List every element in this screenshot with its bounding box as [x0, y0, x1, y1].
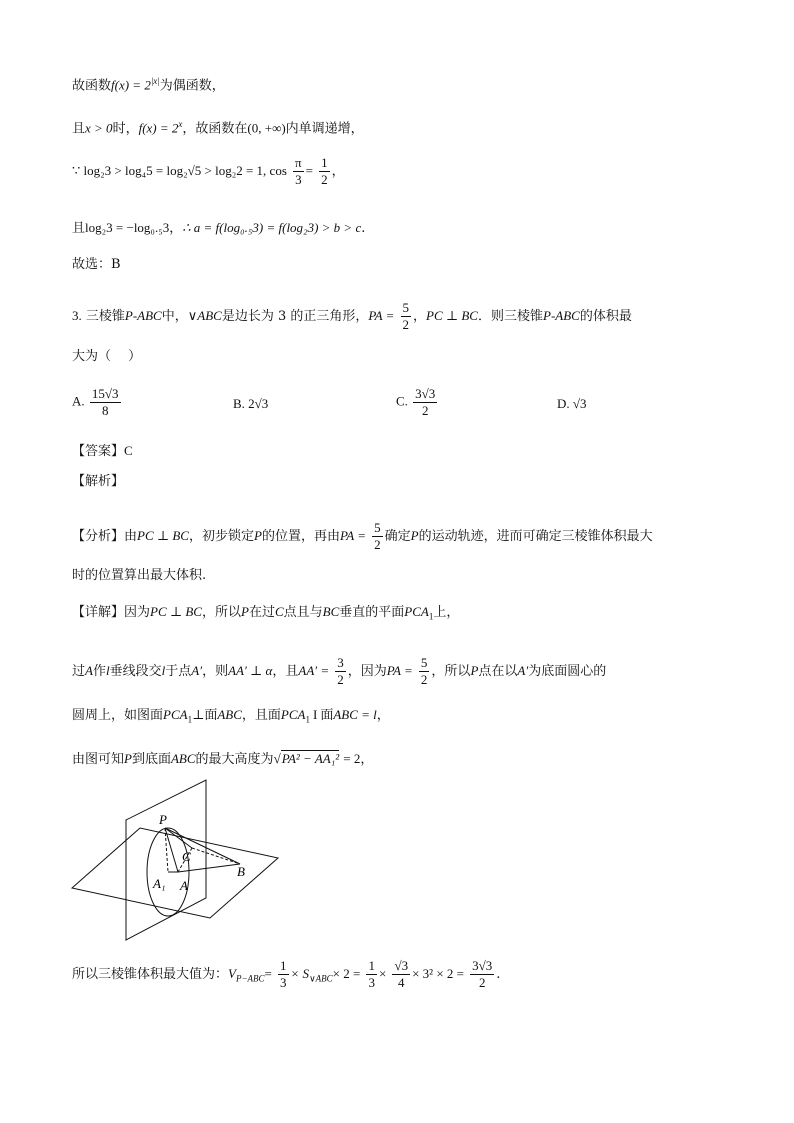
math-expr: PA = [339, 528, 366, 543]
denominator: 2 [420, 672, 428, 687]
math-expr: V [228, 966, 236, 981]
numerator: 1 [368, 958, 375, 973]
numerator: 3 [337, 655, 344, 670]
math-subscript: 1 [305, 714, 310, 725]
text: 作 [92, 664, 106, 679]
text: ，所以 [431, 664, 471, 679]
denominator: 3 [295, 172, 302, 187]
math-subscript: 1 [187, 714, 193, 725]
perp-symbol: ⊥ [192, 707, 205, 722]
numerator: 5 [420, 655, 428, 670]
numerator: 3√3 [415, 386, 436, 401]
text: 大为（ ） [72, 349, 142, 364]
math-expr: A [85, 663, 93, 678]
text: ，因为 [347, 664, 387, 679]
detail-line-3 [72, 706, 390, 729]
text: 点在以 [478, 664, 518, 679]
text: 过 [72, 664, 86, 679]
text: ， [413, 309, 427, 324]
label-p: P [159, 812, 167, 827]
detail-line-2 [72, 655, 606, 688]
text: 的最大高度为 [195, 752, 274, 767]
math-expr: ABC [217, 707, 242, 722]
detail-line-1 [72, 603, 459, 626]
text: 时， [112, 121, 139, 137]
text: 中， [161, 309, 188, 324]
math-expr: = [305, 163, 313, 178]
text: 在过 [248, 605, 275, 620]
answer-value: C [124, 443, 133, 458]
option-value: 2√3 [248, 396, 269, 411]
numerator: √3 [394, 958, 409, 973]
math-expr: PCA [163, 707, 188, 722]
fraction-5-2 [419, 655, 430, 688]
text: 故选：B [72, 257, 121, 272]
text: 时的位置算出最大体积. [72, 568, 207, 583]
text: 的运动轨迹，进而可确定三棱锥体积最大 [418, 529, 653, 544]
analysis-tag: 【分析】 [72, 529, 125, 544]
math-expr: A′ [517, 663, 529, 678]
text: ， [360, 752, 374, 767]
text: ， [331, 164, 345, 179]
numerator: 5 [402, 300, 410, 315]
math-expr: AA′ ⊥ α [228, 663, 273, 678]
text-line-1 [72, 72, 225, 95]
text: 且 [72, 121, 86, 137]
analysis-tag: 【解析】 [72, 474, 125, 489]
analysis-line-2 [72, 567, 206, 585]
math-expr: x > 0 [85, 120, 113, 136]
denominator: 4 [398, 975, 405, 990]
math-subscript: ∨ABC [309, 973, 333, 984]
text: ， [376, 708, 390, 723]
numerator: 3√3 [472, 958, 493, 973]
text: 因为 [124, 605, 151, 620]
text: 垂线段交 [109, 664, 162, 679]
edge-cb [192, 848, 240, 864]
fraction-5-2 [401, 300, 412, 333]
math-expr: A′ [191, 663, 203, 678]
option-b [233, 396, 268, 412]
label-a1: A₁ [153, 876, 166, 891]
math-subscript: P−ABC [235, 973, 265, 984]
numerator: 1 [280, 958, 287, 973]
base-plane [72, 828, 278, 918]
option-c [396, 386, 439, 419]
denominator: 2 [402, 317, 410, 332]
fraction [413, 386, 437, 419]
denominator: 2 [321, 172, 328, 187]
intersect-symbol: I [312, 707, 318, 722]
text-line-3 [72, 155, 345, 188]
detail-tag: 【详解】 [72, 605, 125, 620]
numerator: 5 [374, 520, 381, 535]
math-expr: P [241, 604, 249, 619]
analysis-line-1 [72, 520, 653, 553]
text: ，且 [272, 664, 299, 679]
text: 面 [204, 708, 218, 723]
math-expr: l [161, 663, 166, 678]
math-expr: PC ⊥ BC [150, 604, 202, 619]
denominator: 2 [421, 403, 429, 418]
math-expr: C [274, 604, 284, 619]
text: 且 [72, 221, 86, 236]
edge-pb [165, 828, 240, 864]
denominator: 3 [368, 975, 375, 990]
math-expr: f(x) = 2 [111, 77, 151, 93]
math-expr: AA′ = [298, 663, 330, 678]
math-expr: P-ABC [124, 308, 162, 323]
label-a: A [180, 878, 188, 893]
text: 垂直的平面 [339, 605, 405, 620]
option-value: √3 [572, 396, 587, 411]
text-line-4 [72, 219, 365, 238]
math-expr: f(x) = 2 [138, 120, 179, 136]
fraction-3-2 [335, 655, 346, 688]
text: 故函数 [72, 78, 112, 94]
text: 于点 [165, 664, 192, 679]
math-expr: PA = [386, 663, 413, 678]
math-expr: P [254, 528, 262, 543]
math-expr: ∴ a = f(log₀.₅3) = f(log₂3) > b > c [182, 220, 362, 235]
text: ，则 [202, 664, 229, 679]
numerator: 1 [321, 155, 328, 170]
text: . [361, 221, 366, 236]
math-expr: P [470, 663, 479, 678]
detail-line-4 [72, 750, 373, 769]
denominator: 2 [478, 975, 486, 990]
fraction-1-3 [278, 958, 289, 991]
math-expr: ABC [170, 751, 196, 766]
text: 圆周上，如图面 [72, 708, 164, 723]
fraction-1-3 [366, 958, 377, 991]
text-line-2 [72, 115, 364, 138]
numerator: 15√3 [91, 386, 119, 401]
text: 的位置，再由 [261, 529, 340, 544]
fraction-pi-3 [293, 155, 304, 188]
text: 的体积最 [579, 309, 632, 324]
label-b: B [237, 864, 245, 879]
option-d [557, 396, 587, 412]
text: 是边长为 3 的正三角形， [221, 309, 369, 324]
numerator: π [295, 155, 302, 170]
math-expr: (0, +∞) [247, 120, 286, 136]
math-expr: ∨ABC [187, 308, 222, 323]
fraction-3sqrt3-2 [470, 958, 494, 991]
math-expr: PC ⊥ BC [137, 528, 189, 543]
fraction [90, 386, 121, 419]
math-expr: PA² − AA₁² [281, 751, 340, 766]
denominator: 2 [374, 537, 381, 552]
math-exponent: x [178, 119, 183, 129]
text: 为偶函数， [159, 78, 225, 94]
label-c: C [182, 849, 191, 864]
text: 上， [433, 605, 460, 620]
text-line-5 [72, 256, 121, 274]
math-expr: PCA [280, 707, 306, 722]
math-subscript: 1 [428, 611, 434, 622]
math-expr: × 2 = [332, 966, 361, 981]
analysis-heading [72, 473, 124, 491]
option-label: C. [396, 393, 408, 409]
text: 内单调递增， [285, 121, 364, 137]
math-expr: PC ⊥ BC [426, 308, 478, 323]
math-expr: ∵ log₂3 > log₄5 = log₂√5 > log₂2 = 1, cos [72, 163, 287, 178]
detail-line-5 [72, 958, 500, 991]
math-expr: ABC = l [333, 707, 377, 722]
text: ，故函数在 [182, 121, 248, 137]
option-label: D. [557, 396, 570, 411]
answer-line [72, 442, 133, 461]
fraction-1-2 [319, 155, 330, 188]
math-expr: P [124, 751, 132, 766]
edge-ab [178, 864, 240, 872]
sqrt-sign: √ [273, 751, 281, 766]
text: 到底面 [131, 752, 171, 767]
math-expr: × S [290, 966, 310, 981]
math-expr: = [264, 966, 272, 981]
denominator: 2 [337, 672, 344, 687]
question-3 [72, 300, 632, 333]
math-expr: BC [322, 604, 340, 619]
text: 面 [320, 708, 334, 723]
option-label: B. [233, 396, 245, 411]
text: 为底面圆心的 [528, 664, 607, 679]
text: 由图可知 [72, 752, 125, 767]
fraction-sqrt3-4 [392, 958, 410, 991]
math-expr: × 3² × 2 = [412, 966, 464, 981]
text: 三棱锥 [85, 309, 125, 324]
denominator: 8 [101, 403, 109, 418]
math-expr: P [410, 528, 419, 543]
option-a [72, 386, 123, 419]
text: . [496, 967, 501, 982]
answer-tag: 【答案】 [72, 444, 125, 459]
denominator: 3 [280, 975, 287, 990]
geometry-figure [60, 770, 290, 950]
fraction-5-2 [372, 520, 383, 553]
text: 点且与 [283, 605, 323, 620]
math-exponent: |x| [150, 76, 160, 86]
math-expr: l [105, 663, 110, 678]
math-expr: PCA [404, 604, 429, 619]
question-number: 3. [72, 308, 82, 323]
option-label: A. [72, 393, 85, 409]
text: ，初步锁定 [188, 529, 254, 544]
text: ， [169, 221, 183, 236]
text: 由 [124, 529, 138, 544]
math-expr: P-ABC [543, 308, 580, 323]
text: ，且面 [241, 708, 281, 723]
math-expr: log₂3 = −log₀.₅3 [85, 220, 170, 235]
text: ，所以 [201, 605, 241, 620]
text: 确定 [384, 529, 411, 544]
question-3-cont [72, 348, 141, 366]
math-expr: = 2 [343, 751, 361, 766]
math-expr: PA = [368, 308, 395, 323]
text: 所以三棱锥体积最大值为： [72, 967, 229, 982]
text: ．则三棱锥 [477, 309, 543, 324]
math-expr: × [378, 966, 387, 981]
